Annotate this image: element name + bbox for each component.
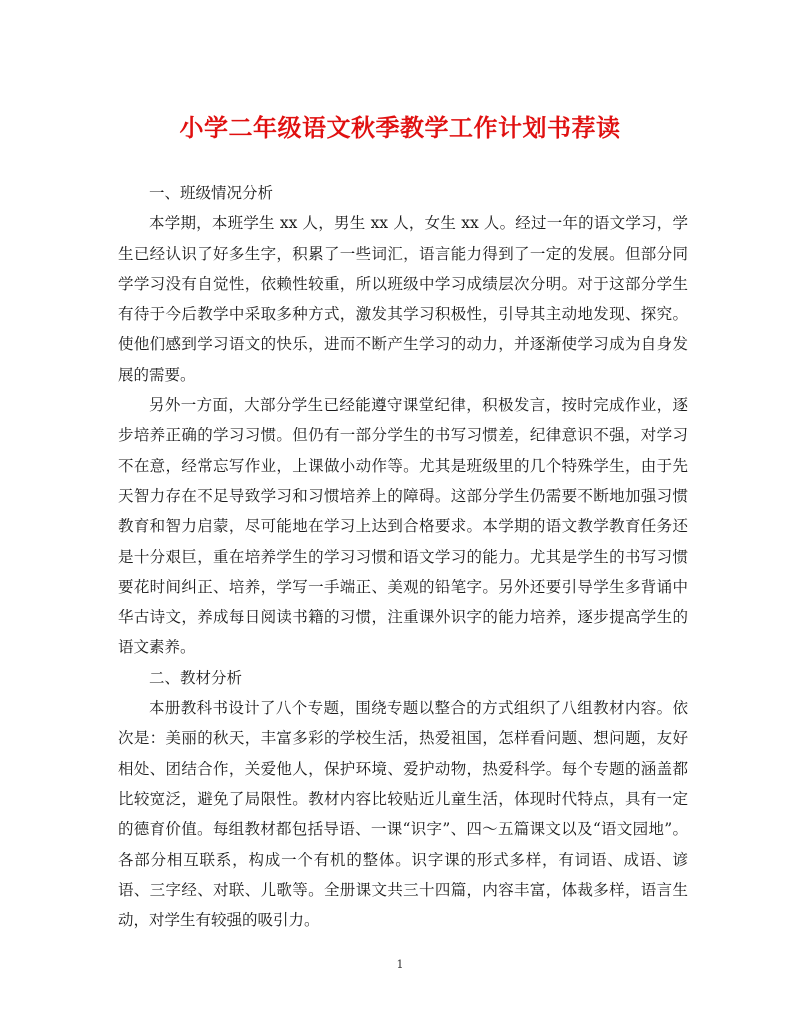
paragraph: 另外一方面，大部分学生已经能遵守课堂纪律，积极发言，按时完成作业，逐步培养正确的学习习惯。但仍有一部分学生的书写习惯差，纪律意识不强，对学习不在意，经常忘写作业，上课做小动作等。尤其是班级里的几个特殊学生，由于先天智力存在不足导致学习和习惯培养上的障碍。这部分学生仍需要不断地加强习惯教育和智力启蒙，尽可能地在学习上达到合格要求。本学期的语文教学教育任务还是十分艰巨，重在培养学生的学习习惯和语文学习的能力。尤其是学生的书写习惯要花时间纠正、培养，学写一手端正、美观的铅笔字。另外还要引导学生多背诵中华古诗文，养成每日阅读书籍的习惯，注重课外识字的能力培养，逐步提高学生的语文素养。 [118,396,688,657]
document-body [118,178,688,935]
page-number: 1 [396,958,404,971]
paragraph: 本册教科书设计了八个专题，围绕专题以整合的方式组织了八组教材内容。依次是：美丽的秋天，丰富多彩的学校生活，热爱祖国，怎样看问题、想问题，友好相处、团结合作，关爱他人，保护环境、爱护动物，热爱科学。每个专题的涵盖都比较宽泛，避免了局限性。教材内容比较贴近儿童生活，体现时代特点，具有一定的德育价值。每组教材都包括导语、一课“识字”、四～五篇课文以及“语文园地”。各部分相互联系，构成一个有机的整体。识字课的形式多样，有词语、成语、谚语、三字经、对联、儿歌等。全册课文共三十四篇，内容丰富，体裁多样，语言生动，对学生有较强的吸引力。 [118,699,688,930]
paragraph: 本学期，本班学生 xx 人，男生 xx 人，女生 xx 人。经过一年的语文学习，学生已经认识了好多生字，积累了一些词汇，语言能力得到了一定的发展。但部分同学学习没有自觉性，依赖性较重，所以班级中学习成绩层次分明。对于这部分学生有待于今后教学中采取多种方式，激发其学习积极性，引导其主动地发现、探究。使他们感到学习语文的快乐，进而不断产生学习的动力，并逐渐使学习成为自身发展的需要。 [118,214,688,384]
section-heading: 一、班级情况分析 [149,184,274,202]
document-title: 小学二年级语文秋季教学工作计划书荐读 [179,113,621,142]
section-heading: 二、教材分析 [149,668,243,687]
